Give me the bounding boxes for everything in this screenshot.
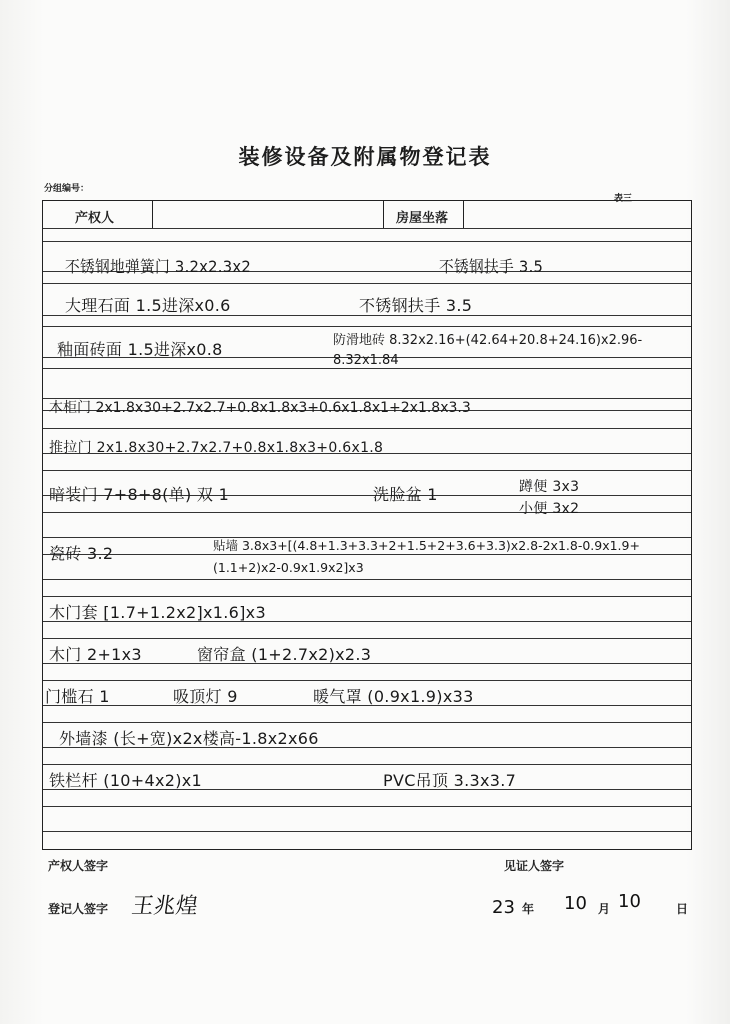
date-month-label: 月 xyxy=(598,902,611,916)
rule-line xyxy=(43,428,691,429)
date-day-value: 10 xyxy=(618,891,641,912)
rule-line xyxy=(43,241,691,242)
rule-line xyxy=(43,283,691,284)
owner-label-cell xyxy=(43,201,153,228)
rule-line xyxy=(43,764,691,765)
date-month-value: 10 xyxy=(564,893,587,914)
location-label-cell xyxy=(384,201,464,228)
entry-door-casing: 木门套 [1.7+1.2x2]x1.6]x3 xyxy=(49,603,266,622)
entry-iron-railing: 铁栏杆 (10+4x2)x1 xyxy=(49,771,203,790)
location-value-cell xyxy=(464,201,691,228)
owner-value-cell xyxy=(153,201,384,228)
entry-curtain-box: 窗帘盒 (1+2.7x2)x2.3 xyxy=(197,645,372,664)
rule-line xyxy=(43,228,691,229)
group-number-label: 分组编号： xyxy=(44,184,90,194)
rule-line xyxy=(43,512,691,513)
date-year-label: 年 xyxy=(522,902,535,916)
entry-sliding-door: 推拉门 2x1.8x30+2.7x2.7+0.8x1.8x3+0.6x1.8 xyxy=(49,440,384,456)
entry-concealed-door: 暗装门 7+8+8(单) 双 1 xyxy=(49,485,230,504)
rule-line xyxy=(43,470,691,471)
entry-exterior-paint: 外墙漆 (长+宽)x2x楼高-1.8x2x66 xyxy=(59,729,319,748)
location-label: 房屋坐落 xyxy=(396,211,449,226)
rule-line xyxy=(43,831,691,832)
rule-line xyxy=(43,638,691,639)
entry-urinal: 小便 3x2 xyxy=(519,501,580,517)
registration-table xyxy=(42,200,692,850)
owner-label: 产权人 xyxy=(75,211,115,226)
entry-glazed-tile-surface: 釉面砖面 1.5进深x0.8 xyxy=(57,340,223,359)
rule-line xyxy=(43,680,691,681)
date-year-value: 23 xyxy=(492,897,515,918)
rule-line xyxy=(43,579,691,580)
rule-line xyxy=(43,596,691,597)
entry-spring-door: 不锈钢地弹簧门 3.2x2.3x2 xyxy=(65,257,252,276)
entry-ceramic-tile: 瓷砖 3.2 xyxy=(49,544,114,563)
rule-line xyxy=(43,722,691,723)
entry-squat-toilet: 蹲便 3x3 xyxy=(519,479,580,495)
rule-line xyxy=(43,326,691,327)
entry-pvc-ceiling: PVC吊顶 3.3x3.7 xyxy=(383,771,517,790)
rule-line xyxy=(43,806,691,807)
registrar-signature: 王兆煌 xyxy=(129,894,200,919)
entry-wood-door: 木门 2+1x3 xyxy=(49,645,142,664)
date-day-label: 日 xyxy=(676,902,689,916)
entry-handrail-1: 不锈钢扶手 3.5 xyxy=(439,257,544,276)
entry-wash-basin: 洗脸盆 1 xyxy=(373,485,438,504)
entry-wall-tiling: 贴墙 3.8x3+[(4.8+1.3+3.3+2+1.5+2+3.6+3.3)x2.8-2x1.8-0.9x1.9+(1.1+2)x2-0.9x1.9x2]x3 xyxy=(213,538,640,575)
registrar-signature-label: 登记人签字 xyxy=(48,902,109,916)
witness-signature-label: 见证人签字 xyxy=(504,859,565,873)
entry-ceiling-lamp: 吸顶灯 9 xyxy=(173,687,238,706)
entry-radiator-cover: 暖气罩 (0.9x1.9)x33 xyxy=(313,687,474,706)
table-number-label: 表三 xyxy=(614,194,633,204)
entry-door-sill-stone: 门槛石 1 xyxy=(45,687,110,706)
owner-signature-label: 产权人签字 xyxy=(48,859,109,873)
entry-anti-slip-floor: 防滑地砖 8.32x2.16+(42.64+20.8+24.16)x2.96-8.32x1.84 xyxy=(333,333,643,368)
entry-marble-surface: 大理石面 1.5进深x0.6 xyxy=(65,296,231,315)
entry-handrail-2: 不锈钢扶手 3.5 xyxy=(359,296,473,315)
entry-wood-cabinet-door: 木柜门 2x1.8x30+2.7x2.7+0.8x1.8x3+0.6x1.8x1+2x1.8x3.3 xyxy=(49,400,471,416)
form-title: 装修设备及附属物登记表 xyxy=(238,144,492,169)
